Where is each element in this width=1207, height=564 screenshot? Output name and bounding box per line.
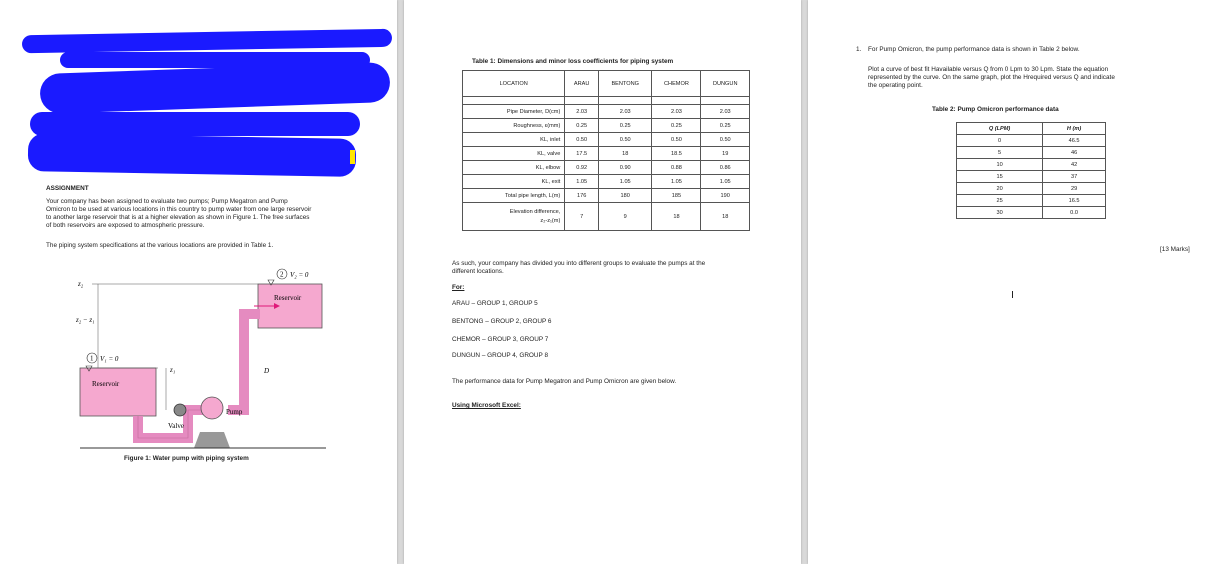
row-label: Roughness, ε(mm) bbox=[463, 119, 565, 133]
cell: 19 bbox=[701, 147, 750, 161]
group-line-arau: ARAU – GROUP 1, GROUP 5 bbox=[452, 300, 538, 307]
cell: 185 bbox=[652, 189, 701, 203]
table-row bbox=[463, 189, 750, 203]
page-1 bbox=[0, 0, 397, 564]
group-line-bentong: BENTONG – GROUP 2, GROUP 6 bbox=[452, 318, 552, 325]
cell: 29 bbox=[1043, 183, 1106, 195]
cell: 0.92 bbox=[565, 161, 599, 175]
cell: 7 bbox=[565, 203, 599, 231]
plot-instruction-line-3: the operating point. bbox=[868, 82, 923, 89]
row-label: KL, exit bbox=[463, 175, 565, 189]
cell: 0.88 bbox=[652, 161, 701, 175]
cell: 2.03 bbox=[565, 105, 599, 119]
marks-label: [13 Marks] bbox=[1160, 246, 1190, 253]
performance-note: The performance data for Pump Megatron and Pump Omicron are given below. bbox=[452, 378, 677, 385]
cell: 0.50 bbox=[701, 133, 750, 147]
z2-label: z₂ bbox=[78, 280, 84, 288]
redaction-scribble-5 bbox=[28, 133, 357, 177]
excel-label: Using Microsoft Excel: bbox=[452, 402, 521, 409]
table-row bbox=[463, 203, 750, 231]
lower-reservoir bbox=[80, 368, 156, 416]
table-row bbox=[957, 135, 1106, 147]
cell: 18 bbox=[701, 203, 750, 231]
cell: 180 bbox=[599, 189, 652, 203]
cell: 18.5 bbox=[652, 147, 701, 161]
pipe-riser bbox=[228, 314, 260, 410]
point-2-label: 2 bbox=[280, 270, 284, 279]
valve-icon bbox=[174, 404, 186, 416]
cell: 0.25 bbox=[652, 119, 701, 133]
cell: 0.50 bbox=[652, 133, 701, 147]
cell: 46 bbox=[1043, 147, 1106, 159]
table-row bbox=[957, 195, 1106, 207]
cell: 2.03 bbox=[701, 105, 750, 119]
pump-base bbox=[194, 432, 230, 448]
table-row bbox=[957, 171, 1106, 183]
cell: 0 bbox=[957, 135, 1043, 147]
redaction-scribble-4 bbox=[30, 112, 360, 136]
cell: 42 bbox=[1043, 159, 1106, 171]
group-line-dungun: DUNGUN – GROUP 4, GROUP 8 bbox=[452, 352, 548, 359]
plot-instruction-line-2: represented by the curve. On the same graph, plot the Hrequired versus Q and indicate bbox=[868, 74, 1115, 81]
question-1-text: For Pump Omicron, the pump performance data is shown in Table 2 below. bbox=[868, 46, 1080, 53]
for-label: For: bbox=[452, 284, 465, 291]
assignment-paragraph-line-3: to another large reservoir that is at a higher elevation as shown in Figure 1. The free surfaces bbox=[46, 214, 310, 221]
table-1-header-cell: BENTONG bbox=[599, 71, 652, 97]
figure-1-caption: Figure 1: Water pump with piping system bbox=[124, 455, 249, 462]
row-label: KL, inlet bbox=[463, 133, 565, 147]
table-1-header-cell: DUNGUN bbox=[701, 71, 750, 97]
row-label: Total pipe length, L(m) bbox=[463, 189, 565, 203]
assignment-paragraph-line-4: of both reservoirs are exposed to atmospheric pressure. bbox=[46, 222, 205, 229]
reservoir-bottom-label: Reservoir bbox=[92, 380, 120, 388]
table-1-title: Table 1: Dimensions and minor loss coefficients for piping system bbox=[472, 58, 674, 65]
cell: 46.5 bbox=[1043, 135, 1106, 147]
cell: 190 bbox=[701, 189, 750, 203]
redaction-highlight bbox=[350, 150, 355, 164]
cell: 2.03 bbox=[599, 105, 652, 119]
cell: 9 bbox=[599, 203, 652, 231]
v2-label: V₂ = 0 bbox=[290, 271, 309, 279]
table-2-title: Table 2: Pump Omicron performance data bbox=[932, 106, 1059, 113]
row-label: KL, elbow bbox=[463, 161, 565, 175]
assignment-paragraph-line-1: Your company has been assigned to evaluate two pumps; Pump Megatron and Pump bbox=[46, 198, 288, 205]
row-label bbox=[463, 203, 565, 231]
cell: 16.5 bbox=[1043, 195, 1106, 207]
groups-intro-line-1: As such, your company has divided you into different groups to evaluate the pumps at the bbox=[452, 260, 706, 267]
d-label: D bbox=[264, 367, 270, 375]
pump-icon bbox=[201, 397, 223, 419]
table-2-header-h: H (m) bbox=[1043, 123, 1106, 135]
cell: 0.50 bbox=[599, 133, 652, 147]
cell: 0.0 bbox=[1043, 207, 1106, 219]
reservoir-top-label: Reservoir bbox=[274, 294, 302, 302]
redaction-scribble-3 bbox=[39, 62, 390, 114]
assignment-paragraph-line-2: Omicron to be used at various locations in this country to pump water from one large reservoir bbox=[46, 206, 312, 213]
redaction-scribble-1 bbox=[22, 29, 392, 53]
z2-minus-z1-label: z₂ − z₁ bbox=[76, 316, 95, 324]
elevation-label: Elevation difference, bbox=[509, 208, 561, 215]
cell: 176 bbox=[565, 189, 599, 203]
cell: 1.05 bbox=[652, 175, 701, 189]
elevation-unit: z₂-z₁(m) bbox=[540, 217, 561, 224]
pump-system-figure bbox=[78, 262, 328, 452]
table-row bbox=[463, 105, 750, 119]
pump-label: Pump bbox=[226, 408, 243, 416]
cell: 0.90 bbox=[599, 161, 652, 175]
table-row bbox=[957, 207, 1106, 219]
cell: 5 bbox=[957, 147, 1043, 159]
cell: 37 bbox=[1043, 171, 1106, 183]
valve-label: Valve bbox=[168, 422, 184, 430]
cell: 1.05 bbox=[565, 175, 599, 189]
cell: 30 bbox=[957, 207, 1043, 219]
group-line-chemor: CHEMOR – GROUP 3, GROUP 7 bbox=[452, 336, 549, 343]
row-label: Pipe Diameter, D(cm) bbox=[463, 105, 565, 119]
table-row bbox=[957, 147, 1106, 159]
table-1 bbox=[462, 70, 750, 231]
v1-label: V₁ = 0 bbox=[100, 355, 119, 363]
plot-instruction-line-1: Plot a curve of best fit Havailable versus Q from 0 Lpm to 30 Lpm. State the equation bbox=[868, 66, 1109, 73]
cell: 25 bbox=[957, 195, 1043, 207]
table-row bbox=[957, 183, 1106, 195]
piping-spec-sentence: The piping system specifications at the various locations are provided in Table 1. bbox=[46, 242, 274, 249]
point-1-label: 1 bbox=[90, 354, 94, 363]
table-row bbox=[463, 147, 750, 161]
row-label: KL, valve bbox=[463, 147, 565, 161]
table-1-header-row bbox=[463, 71, 750, 97]
page-2 bbox=[404, 0, 801, 564]
table-row bbox=[463, 175, 750, 189]
cell: 20 bbox=[957, 183, 1043, 195]
cell: 15 bbox=[957, 171, 1043, 183]
table-2-header-q: Q (LPM) bbox=[957, 123, 1043, 135]
cell: 10 bbox=[957, 159, 1043, 171]
table-1-header-cell: LOCATION bbox=[463, 71, 565, 97]
table-2-header-row bbox=[957, 123, 1106, 135]
assignment-heading: ASSIGNMENT bbox=[46, 185, 89, 192]
cell: 0.25 bbox=[565, 119, 599, 133]
table-row bbox=[463, 119, 750, 133]
question-1-number: 1. bbox=[856, 46, 862, 53]
table-row bbox=[957, 159, 1106, 171]
text-cursor[interactable] bbox=[1012, 291, 1013, 298]
cell: 0.25 bbox=[701, 119, 750, 133]
groups-intro-line-2: different locations. bbox=[452, 268, 504, 275]
cell: 18 bbox=[652, 203, 701, 231]
table-row bbox=[463, 161, 750, 175]
cell: 1.05 bbox=[599, 175, 652, 189]
table-row bbox=[463, 133, 750, 147]
cell: 0.25 bbox=[599, 119, 652, 133]
table-2 bbox=[956, 122, 1106, 219]
cell: 0.86 bbox=[701, 161, 750, 175]
page-3 bbox=[808, 0, 1207, 564]
cell: 0.50 bbox=[565, 133, 599, 147]
cell: 18 bbox=[599, 147, 652, 161]
cell: 2.03 bbox=[652, 105, 701, 119]
cell: 17.5 bbox=[565, 147, 599, 161]
cell: 1.05 bbox=[701, 175, 750, 189]
table-1-header-cell: ARAU bbox=[565, 71, 599, 97]
z1-label: z₁ bbox=[170, 366, 176, 374]
table-1-header-cell: CHEMOR bbox=[652, 71, 701, 97]
